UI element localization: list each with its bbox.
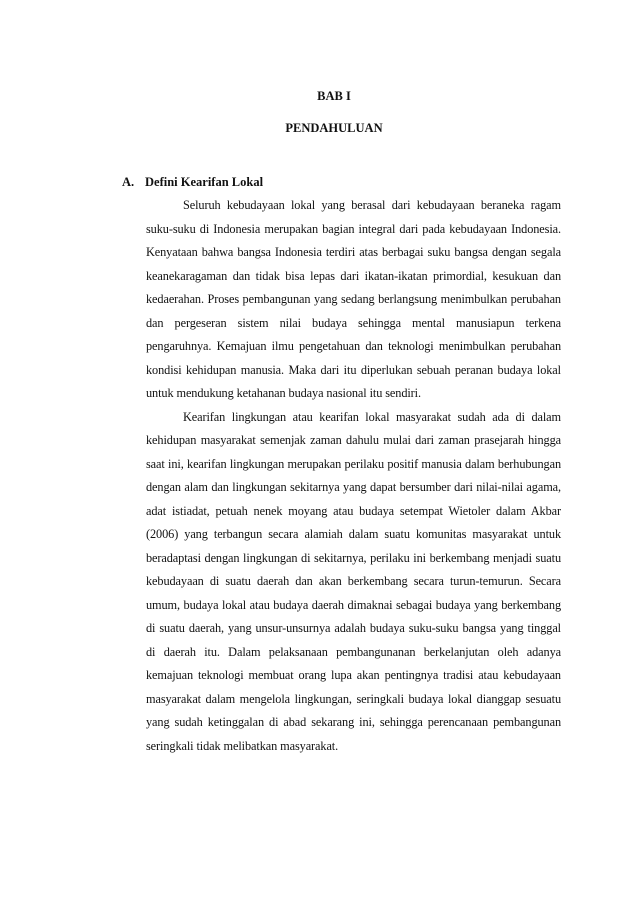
body-text (146, 194, 561, 758)
paragraph: Kearifan lingkungan atau kearifan lokal masyarakat sudah ada di dalam kehidupan masyarakat semenjak zaman dahulu mulai dari zaman prasejarah hingga saat ini, kearifan lingkungan merupakan perilaku positif manusia dalam berhubungan dengan alam dan lingkungan sekitarnya yang dapat bersumber dari nilai-nilai agama, adat istiadat, petuah nenek moyang atau budaya setempat Wietoler dalam Akbar (2006) yang terbangun secara alamiah dalam suatu komunitas masyarakat untuk beradaptasi dengan lingkungan di sekitarnya, perilaku ini berkembang menjadi suatu kebudayaan di suatu daerah dan akan berkembang secara turun-temurun. Secara umum, budaya lokal atau budaya daerah dimaknai sebagai budaya yang berkembang di suatu daerah, yang unsur-unsurnya adalah budaya suku-suku bangsa yang tinggal di daerah itu. Dalam pelaksanaan pembangunanan berkelanjutan oleh adanya kemajuan teknologi membuat orang lupa akan pentingnya tradisi atau kebudayaan masyarakat dalam mengelola lingkungan, seringkali budaya lokal dianggap sesuatu yang sudah ketinggalan di abad sekarang ini, sehingga perencanaan pembangunan seringkali tidak melibatkan masyarakat. (146, 409, 561, 753)
section-marker: A. (122, 175, 135, 189)
chapter-number: BAB I (317, 89, 351, 103)
section-title: Defini Kearifan Lokal (145, 175, 264, 189)
paragraph: Seluruh kebudayaan lokal yang berasal dari kebudayaan beraneka ragam suku-suku di Indonesia merupakan bagian integral dari pada kebudayaan Indonesia. Kenyataan bahwa bangsa Indonesia terdiri atas berbagai suku bangsa dengan segala keanekaragaman dan tidak bisa lepas dari ikatan-ikatan primordial, kesukuan dan kedaerahan. Proses pembangunan yang sedang berlangsung menimbulkan perubahan dan pergeseran sistem nilai budaya sehingga mental manusiapun terkena pengaruhnya. Kemajuan ilmu pengetahuan dan teknologi menimbulkan perubahan kondisi kehidupan manusia. Maka dari itu diperlukan sebuah peranan budaya lokal untuk mendukung ketahanan budaya nasional itu sendiri. (146, 198, 561, 400)
chapter-title: PENDAHULUAN (285, 121, 383, 135)
section-heading (122, 175, 263, 190)
